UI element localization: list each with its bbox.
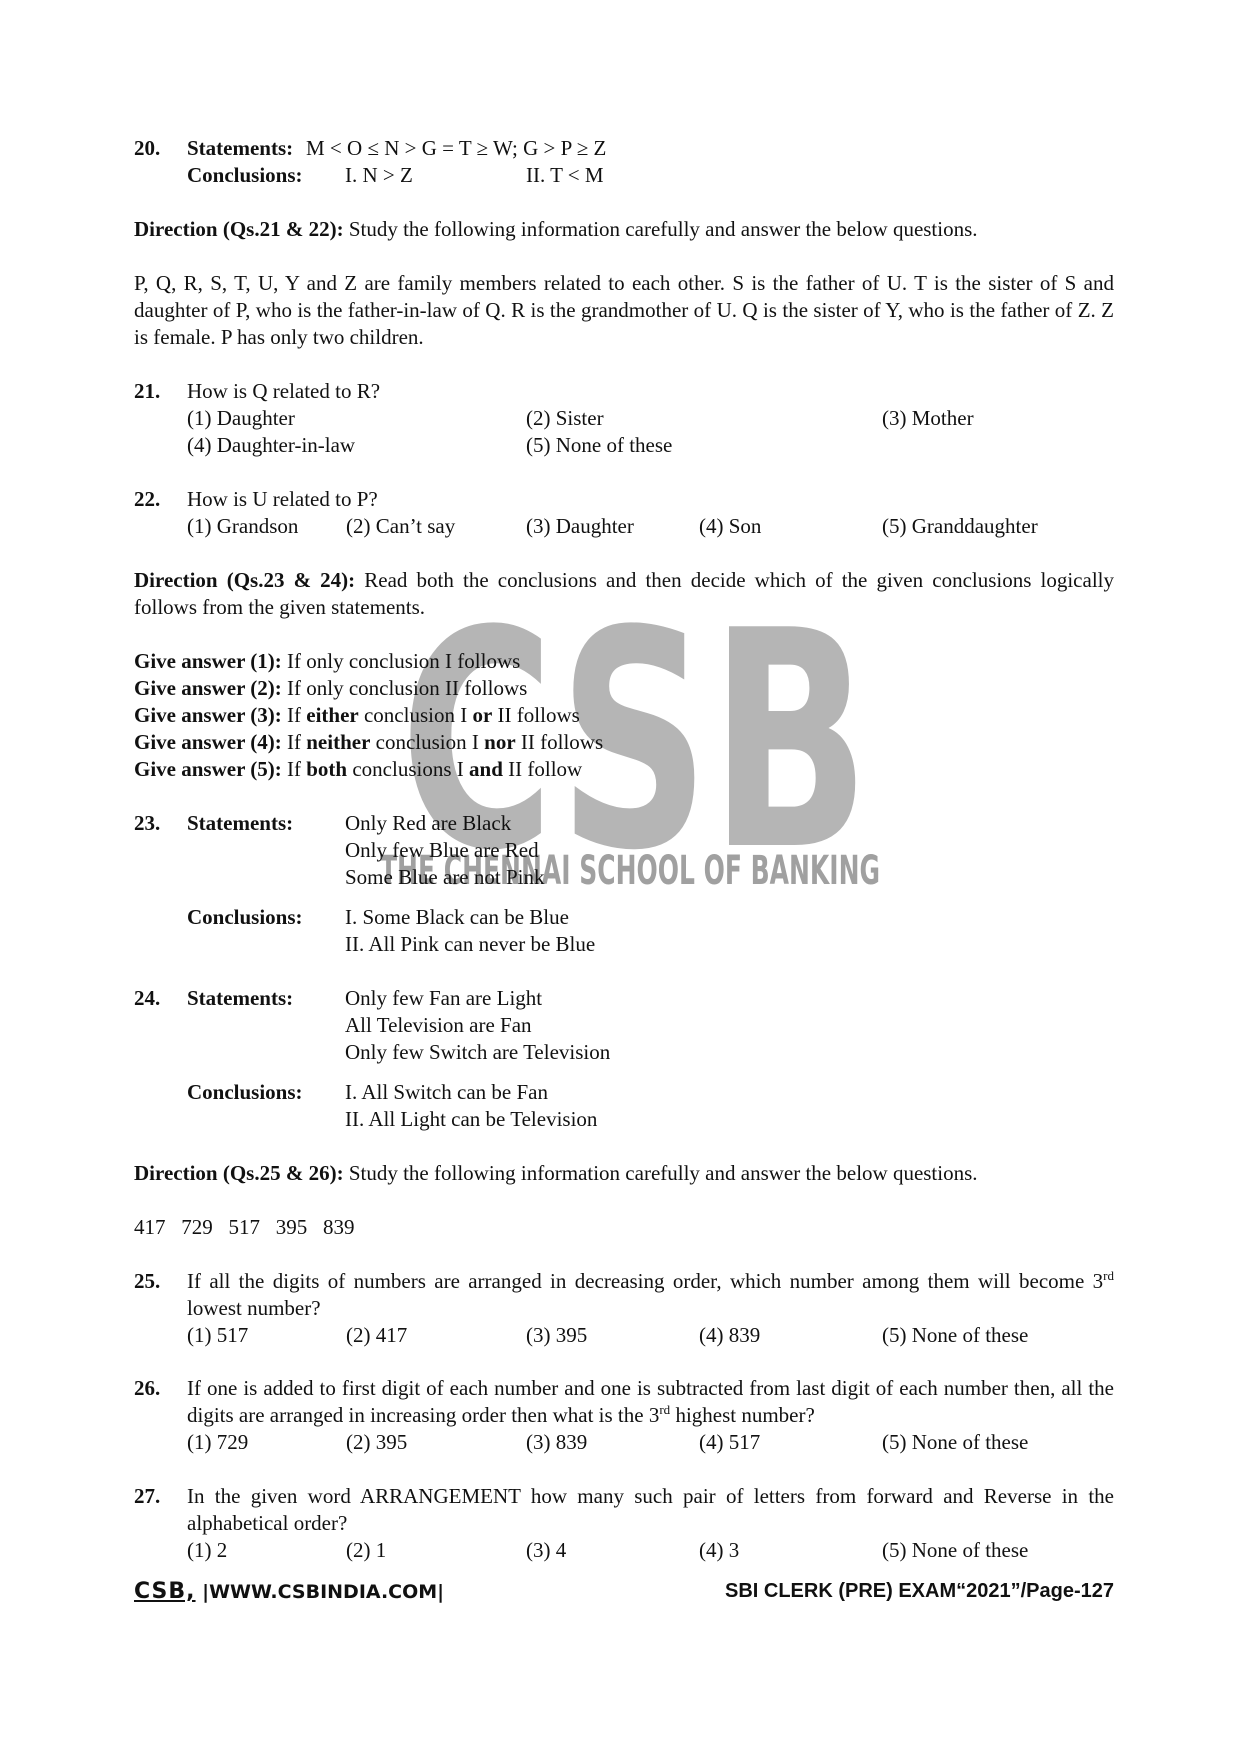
q24-conclusion-1: I. All Switch can be Fan <box>345 1080 548 1104</box>
q23-conclusion-1: I. Some Black can be Blue <box>345 905 569 929</box>
answer-key-3-post: II follows <box>492 703 580 727</box>
q22-option-3: (3) Daughter <box>526 514 634 538</box>
direction-23-24-label: Direction (Qs.23 & 24): <box>134 568 356 592</box>
direction-23-24 <box>134 567 1114 621</box>
answer-key-4-mid: conclusion I <box>370 730 485 754</box>
q23-statements-label: Statements: <box>187 811 294 835</box>
q26-option-2: (2) 395 <box>346 1430 408 1454</box>
q24-statement-1: Only few Fan are Light <box>345 986 543 1010</box>
q21-option-2: (2) Sister <box>526 406 604 430</box>
footer-brand <box>134 1578 444 1606</box>
q26-question-sup: rd <box>659 1402 671 1417</box>
answer-key-4-b1: neither <box>306 730 371 754</box>
footer-page-label: SBI CLERK (PRE) EXAM“2021”/Page-127 <box>724 1580 1114 1602</box>
q22-option-5: (5) Granddaughter <box>882 514 1038 538</box>
footer-website: |WWW.CSBINDIA.COM| <box>195 1581 445 1603</box>
q23-conclusions-label: Conclusions: <box>187 905 303 929</box>
q22-option-4: (4) Son <box>699 514 762 538</box>
q25-question-b: lowest number? <box>187 1296 321 1320</box>
q24-conclusions-label: Conclusions: <box>187 1080 303 1104</box>
answer-key-list <box>134 648 1114 783</box>
q23-statement-1: Only Red are Black <box>345 811 512 835</box>
direction-25-26-text: Study the following information carefully and answer the below questions. <box>343 1161 978 1185</box>
q22-option-2: (2) Can’t say <box>346 514 456 538</box>
answer-key-3 <box>134 702 1114 729</box>
q25-question <box>187 1268 1114 1322</box>
q21-option-1: (1) Daughter <box>187 406 295 430</box>
answer-key-1-label: Give answer (1): <box>134 649 282 673</box>
family-passage: P, Q, R, S, T, U, Y and Z are family members related to each other. S is the father of U. T is the sister of S and daughter of P, who is the father-in-law of Q. R is the grandmother of U. Q is the sister of Y, who is the father of Z. Z is female. P has only two children. <box>134 271 1114 349</box>
direction-21-22 <box>134 216 1114 243</box>
q23-statement-2: Only few Blue are Red <box>345 838 539 862</box>
answer-key-3-b2: or <box>472 703 493 727</box>
answer-key-5-post: II follow <box>502 757 583 781</box>
q26-question-b: highest number? <box>670 1403 815 1427</box>
q21-question: How is Q related to R? <box>187 379 381 403</box>
watermark-tagline: THE CHENNAI SCHOOL OF BANKING <box>380 848 880 894</box>
direction-25-26-label: Direction (Qs.25 & 26): <box>134 1161 344 1185</box>
q27-option-5: (5) None of these <box>882 1538 1029 1562</box>
footer-brand-name: CSB, <box>134 1579 196 1604</box>
q25-option-2: (2) 417 <box>346 1323 408 1347</box>
q22-option-1: (1) Grandson <box>187 514 299 538</box>
answer-key-2 <box>134 675 1114 702</box>
question-number-27: 27. <box>134 1484 161 1508</box>
q23-statement-3: Some Blue are not Pink <box>345 865 545 889</box>
question-number-24: 24. <box>134 986 161 1010</box>
q27-question: In the given word ARRANGEMENT how many such pair of letters from forward and Reverse in the alphabetical order? <box>187 1484 1114 1535</box>
q25-question-sup: rd <box>1103 1268 1114 1283</box>
q26-question-a: If one is added to first digit of each number and one is subtracted from last digit of each number then, all the digits are arranged in increasing order then what is the 3 <box>187 1376 1114 1427</box>
answer-key-4-post: II follows <box>515 730 604 754</box>
question-number-22: 22. <box>134 487 161 511</box>
q25-option-5: (5) None of these <box>882 1323 1029 1347</box>
q26-option-3: (3) 839 <box>526 1430 588 1454</box>
q24-statement-2: All Television are Fan <box>345 1013 532 1037</box>
q26-question <box>187 1375 1114 1429</box>
watermark-letters: CSB <box>400 600 870 900</box>
direction-21-22-text: Study the following information carefully and answer the below questions. <box>343 217 978 241</box>
q26-option-4: (4) 517 <box>699 1430 761 1454</box>
q27-option-4: (4) 3 <box>699 1538 740 1562</box>
answer-key-3-mid: conclusion I <box>358 703 473 727</box>
question-number-23: 23. <box>134 811 161 835</box>
answer-key-3-label: Give answer (3): <box>134 703 282 727</box>
q20-statements: M < O ≤ N > G = T ≥ W; G > P ≥ Z <box>306 136 607 160</box>
q27-option-1: (1) 2 <box>187 1538 228 1562</box>
answer-key-3-pre: If <box>281 703 307 727</box>
answer-key-4-pre: If <box>281 730 307 754</box>
answer-key-5 <box>134 756 1114 783</box>
direction-25-26 <box>134 1160 1114 1187</box>
q21-option-5: (5) None of these <box>526 433 673 457</box>
q24-statements-label: Statements: <box>187 986 294 1010</box>
number-set: 417 729 517 395 839 <box>134 1215 355 1239</box>
direction-23-24-text: Read both the conclusions and then decide which of the given conclusions logically follows from the given statements. <box>134 568 1114 619</box>
question-number-21: 21. <box>134 379 161 403</box>
q20-conclusion-2: II. T < M <box>526 163 604 187</box>
answer-key-5-b2: and <box>469 757 503 781</box>
q25-question-a: If all the digits of numbers are arranged in decreasing order, which number among them will become 3 <box>187 1269 1104 1293</box>
answer-key-2-text: If only conclusion II follows <box>281 676 528 700</box>
answer-key-4 <box>134 729 1114 756</box>
q26-option-1: (1) 729 <box>187 1430 249 1454</box>
question-number-20: 20. <box>134 136 161 160</box>
answer-key-5-mid: conclusions I <box>347 757 470 781</box>
q25-option-3: (3) 395 <box>526 1323 588 1347</box>
answer-key-2-label: Give answer (2): <box>134 676 282 700</box>
answer-key-4-b2: nor <box>484 730 516 754</box>
q22-question: How is U related to P? <box>187 487 378 511</box>
q21-option-4: (4) Daughter-in-law <box>187 433 356 457</box>
q20-conclusion-1: I. N > Z <box>345 163 413 187</box>
q24-statement-3: Only few Switch are Television <box>345 1040 611 1064</box>
answer-key-1 <box>134 648 1114 675</box>
answer-key-4-label: Give answer (4): <box>134 730 282 754</box>
question-number-25: 25. <box>134 1269 161 1293</box>
q27-option-3: (3) 4 <box>526 1538 567 1562</box>
answer-key-3-b1: either <box>306 703 359 727</box>
q26-option-5: (5) None of these <box>882 1430 1029 1454</box>
answer-key-5-label: Give answer (5): <box>134 757 282 781</box>
q25-option-4: (4) 839 <box>699 1323 761 1347</box>
q24-conclusion-2: II. All Light can be Television <box>345 1107 598 1131</box>
q20-statements-label: Statements: <box>187 136 294 160</box>
q20-conclusions-label: Conclusions: <box>187 163 303 187</box>
answer-key-5-b1: both <box>306 757 348 781</box>
answer-key-5-pre: If <box>281 757 307 781</box>
question-number-26: 26. <box>134 1376 161 1400</box>
answer-key-1-text: If only conclusion I follows <box>281 649 521 673</box>
direction-21-22-label: Direction (Qs.21 & 22): <box>134 217 344 241</box>
q21-option-3: (3) Mother <box>882 406 974 430</box>
q25-option-1: (1) 517 <box>187 1323 249 1347</box>
q27-option-2: (2) 1 <box>346 1538 387 1562</box>
q23-conclusion-2: II. All Pink can never be Blue <box>345 932 596 956</box>
